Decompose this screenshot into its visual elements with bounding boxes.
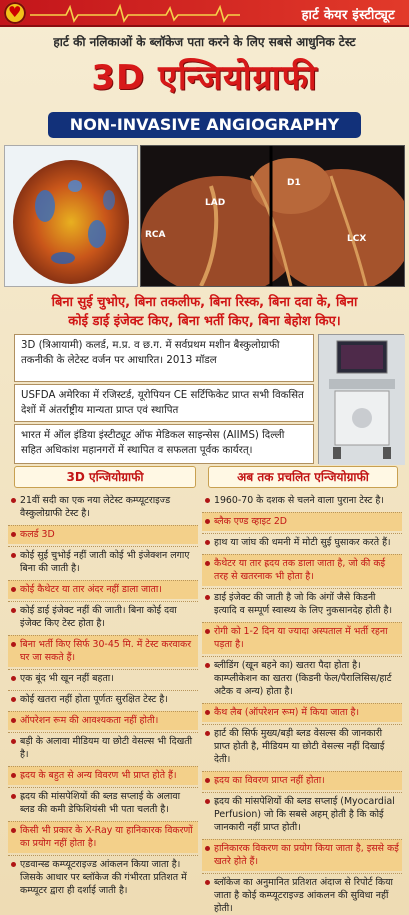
- label-lcx: LCX: [347, 234, 367, 244]
- heart-logo-icon: [4, 2, 26, 24]
- right-list-item: कैथेटर या तार ह्रदय तक डाला जाता है, जो की कई तरह से खतरनाक भी होता है।: [202, 554, 402, 586]
- right-list-item: हाथ या जांघ की धमनी में मोटी सुई घुसाकर करते हैं।: [202, 533, 402, 552]
- info-box-certification: USFDA अमेरिका में रजिस्टर्ड, यूरोपियन CE सर्टिफिकेट प्राप्त सभी विकसित देशों में अंतर्राष्ट्रीय मान्यता प्राप्त एवं स्थापित: [14, 384, 314, 422]
- ct-machine-image: [318, 334, 404, 464]
- tagline: हार्ट की नलिकाओं के ब्लॉकेज पता करने के लिए सबसे आधुनिक टेस्ट: [53, 35, 356, 49]
- left-list-item: कलर्ड 3D: [8, 525, 198, 544]
- right-list-item: डाई इंजेक्ट की जाती है जो कि अंगों जैसे किडनी इत्यादि व सम्पूर्ण स्वास्थ्य के लिए नुकसानदेह होती है।: [202, 588, 402, 620]
- info-box-model: 3D (त्रिआयामी) कलर्ड, म.प्र. व छ.ग. में सर्वप्रथम मशीन बैस्कुलोग्राफी तकनीकी के लेटेस्ट वर्जन पर आधारित। 2013 मॉडल: [14, 334, 314, 382]
- column-heading-3d: 3D एन्जियोग्राफी: [14, 466, 196, 488]
- left-list-item: ह्रदय के बहुत से अन्य विवरण भी प्राप्त होते हैं।: [8, 766, 198, 785]
- column-heading-conventional: अब तक प्रचलित एन्जियोग्राफी: [208, 466, 398, 488]
- ecg-line-icon: [30, 3, 240, 23]
- left-list-item: एडवान्स्ड कम्प्यूटराइज्ड आंकलन किया जाता है। जिसके आधार पर ब्लॉकेज की गंभीरता प्रतिशत में कम्प्यूटर द्वारा ही दर्शाई जाती है।: [8, 855, 198, 900]
- right-list-item: ब्लैक एण्ड व्हाइट 2D: [202, 512, 402, 531]
- right-list-item: 1960-70 के दशक से चलने वाला पुराना टेस्ट है।: [202, 492, 402, 510]
- right-list-item: रोगी को 1-2 दिन या ज्यादा अस्पताल में भर्ती रहना पड़ता है।: [202, 622, 402, 654]
- comparison-column-conventional: [202, 492, 402, 915]
- left-list-item: ह्रदय की मांसपेशियों की ब्लड सप्लाई के अलावा ब्लड की कमी डेफिशियंसी भी पता चलती है।: [8, 787, 198, 819]
- right-list-item: कैथ लैब (ऑपरेशन रूम) में किया जाता है।: [202, 703, 402, 722]
- comparison-column-3d: [8, 492, 198, 902]
- benefits-banner: [0, 293, 409, 331]
- right-list-item: हानिकारक विकरण का प्रयोग किया जाता है, इससे कई खतरे होते हैं।: [202, 839, 402, 871]
- label-lad: LAD: [205, 198, 226, 208]
- right-list-item: हार्ट की सिर्फ मुख्य/बड़ी ब्लड वेसल्स की जानकारी प्राप्त होती है, मीडियम या छोटी वेसल्स नहीं दिखाई देती।: [202, 724, 402, 769]
- right-list-item: ह्रदय की मांसपेशियों की ब्लड सप्लाई (Myocardial Perfusion) जो कि सबसे अहम् होती है कि कोई जानकारी नहीं प्राप्त होती।: [202, 792, 402, 837]
- info-box-aiims: भारत में ऑल इंडिया इंस्टीट्यूट ऑफ मेडिकल साइन्सेस (AIIMS) दिल्ली सहित अधिकांश महानगरों में स्थापित व सफलता पूर्वक कार्यरत्।: [14, 424, 314, 464]
- main-title: 3D एन्जियोग्राफी: [91, 58, 318, 98]
- sub-title: NON-INVASIVE ANGIOGRAPHY: [48, 112, 361, 138]
- left-list-item: बड़ी के अलावा मीडियम या छोटी वेसल्स भी दिखती है।: [8, 732, 198, 764]
- institute-name: हार्ट केयर इंस्टीट्यूट: [301, 8, 395, 23]
- right-list-item: ब्लीडिंग (खून बहने का) खतरा पैदा होता है। काम्प्लीकेशन का खतरा (किडनी फेल/पैरालिसिस/हार्ट अटैक व अन्य) होता है।: [202, 656, 402, 701]
- right-list-item: ह्रदय का विवरण प्राप्त नहीं होता।: [202, 771, 402, 790]
- right-list-item: ब्लॉकेज का अनुमानित प्रतिशत अंदाज से रिपोर्ट किया जाता है कोई कम्प्यूटराइज्ड आंकलन की सुविधा नहीं होती।: [202, 873, 402, 915]
- left-list-item: बिना भर्ती किए सिर्फ 30-45 मि. में टेस्ट करवाकर घर जा सकते हैं।: [8, 635, 198, 667]
- benefits-line-1: बिना सुई चुभोए, बिना तकलीफ, बिना रिस्क, बिना दवा के, बिना: [51, 295, 358, 310]
- benefits-line-2: कोई डाई इंजेक्ट किए, बिना भर्ती किए, बिना बेहोश किए।: [68, 314, 341, 329]
- left-list-item: कोई डाई इंजेक्ट नहीं की जाती। बिना कोई दवा इंजेक्ट किए टेस्ट होता है।: [8, 601, 198, 633]
- left-list-item: ऑपरेशन रूम की आवश्यकता नहीं होती।: [8, 711, 198, 730]
- left-list-item: 21वीं सदी का एक नया लेटेस्ट कम्प्यूटराइज्ड वैस्कुलोग्राफी टेस्ट है।: [8, 492, 198, 523]
- left-list-item: किसी भी प्रकार के X-Ray या हानिकारक विकरणों का प्रयोग नहीं होता है।: [8, 821, 198, 853]
- left-list-item: एक बूंद भी खून नहीं बहता।: [8, 669, 198, 688]
- left-list-item: कोई कैथेटर या तार अंदर नहीं डाला जाता।: [8, 580, 198, 599]
- label-d1: D1: [287, 178, 301, 188]
- left-list-item: कोई सुई चुभोई नहीं जाती कोई भी इंजेक्शन लगाए बिना की जाती है।: [8, 546, 198, 578]
- header-bar: [0, 0, 409, 27]
- heart-perfusion-image: [4, 145, 138, 287]
- label-rca: RCA: [145, 230, 166, 240]
- coronary-3d-image: [140, 145, 405, 287]
- left-list-item: कोई खतरा नहीं होता पूर्णतः सुरक्षित टेस्ट है।: [8, 690, 198, 709]
